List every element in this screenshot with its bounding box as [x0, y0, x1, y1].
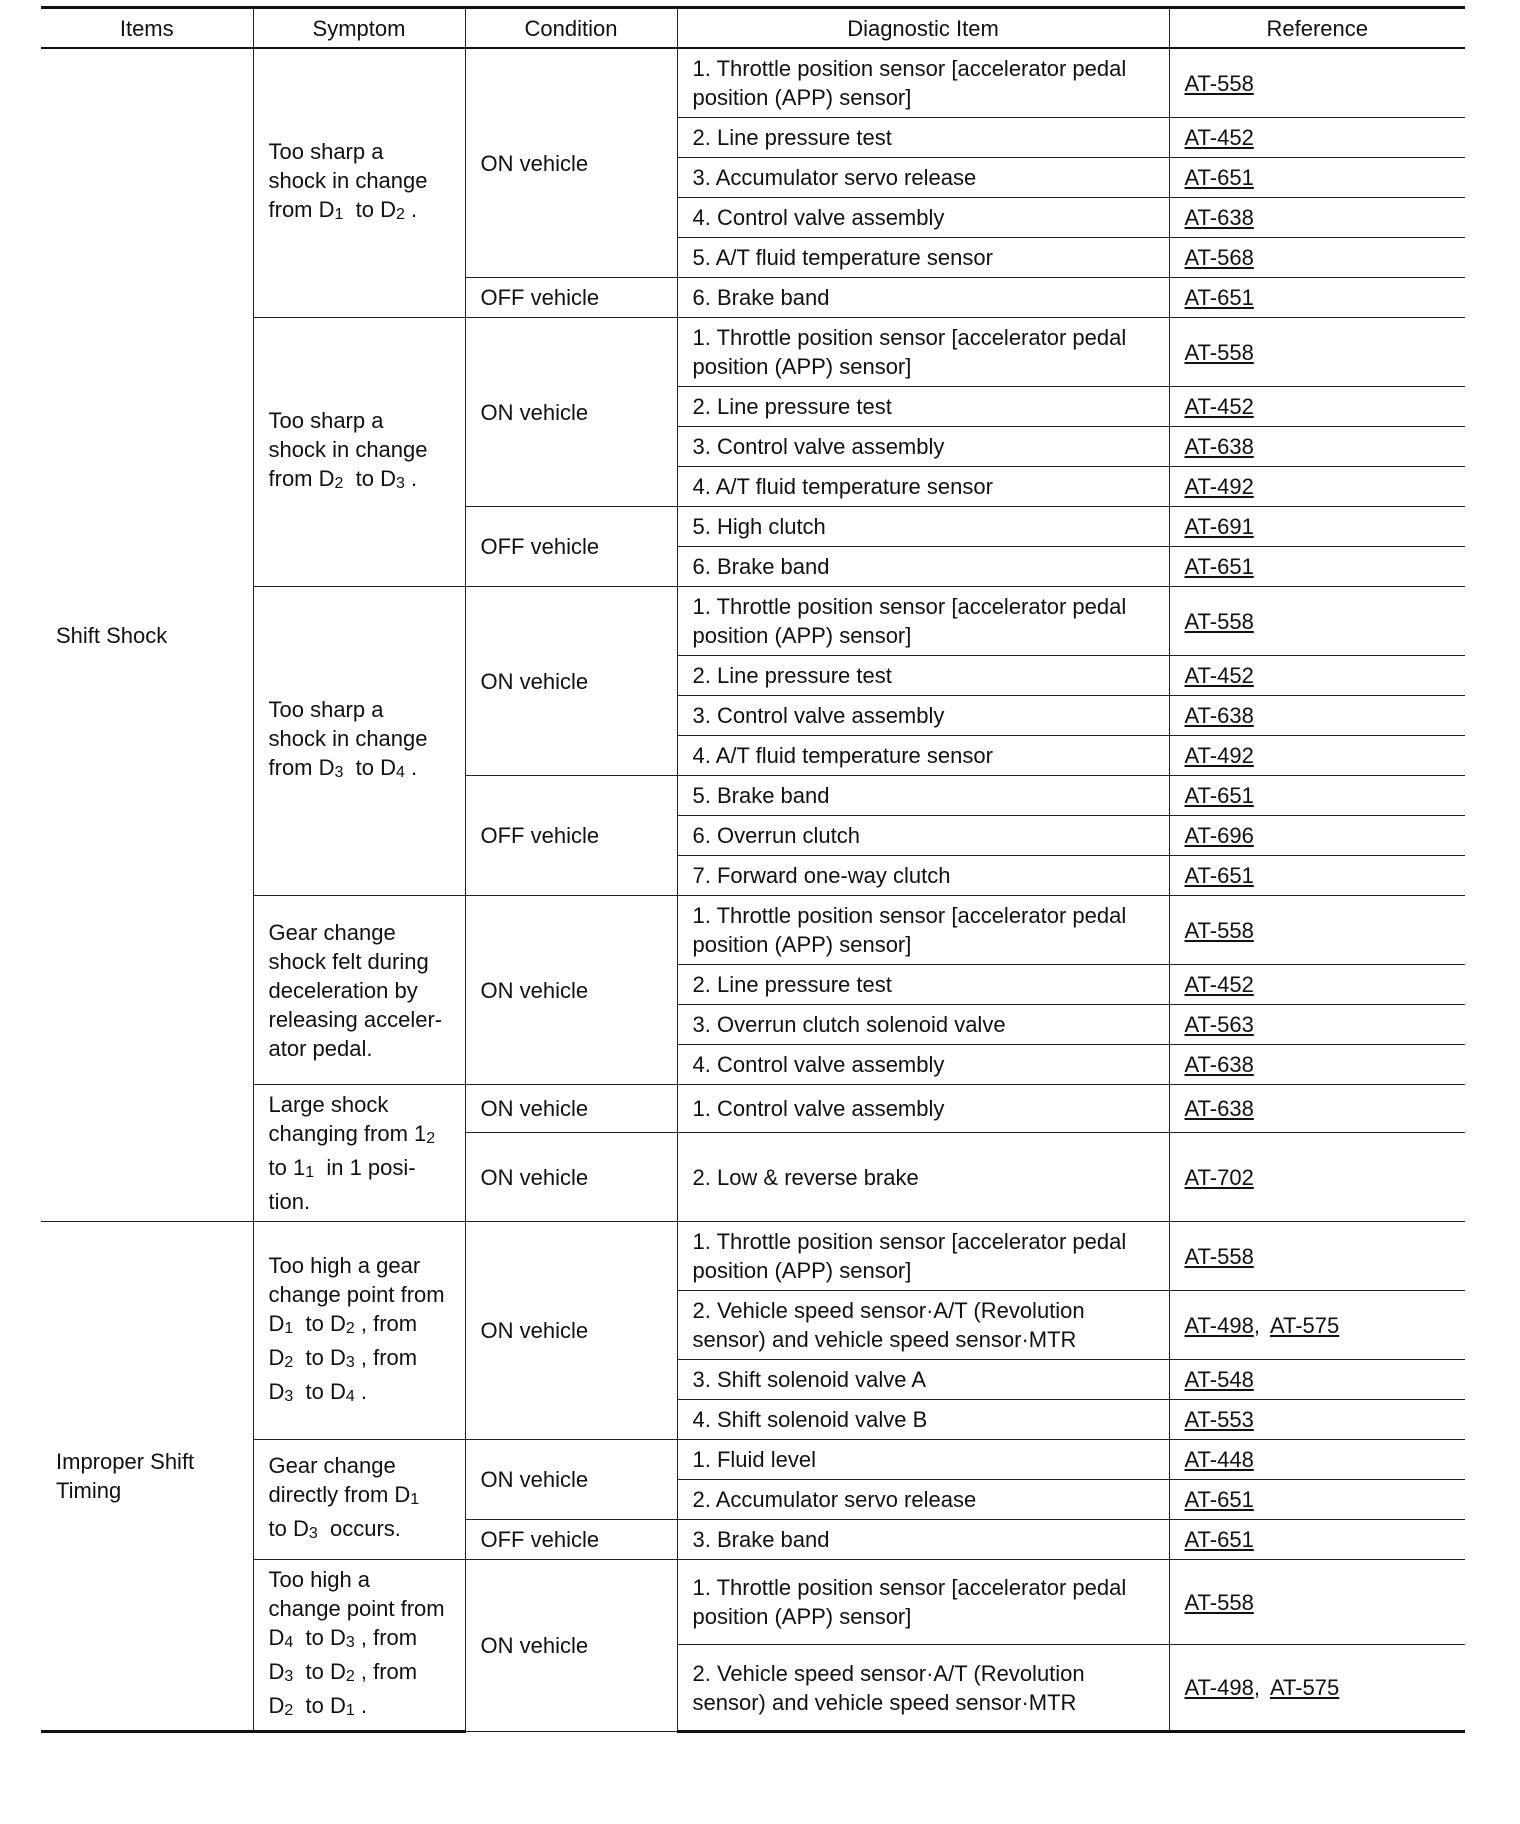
reference-link[interactable]: AT-558 [1184, 1589, 1254, 1615]
gear-subscript: 2 [284, 1353, 294, 1371]
condition-cell: ON vehicle [465, 1222, 677, 1440]
reference-link[interactable]: AT-651 [1184, 554, 1254, 579]
item-improper-shift-timing: Improper Shift Timing [41, 1222, 253, 1732]
reference-cell [1169, 427, 1465, 467]
reference-separator: , [1253, 1312, 1260, 1338]
symptom-cell [253, 1222, 465, 1440]
reference-link[interactable]: AT-638 [1184, 205, 1254, 230]
reference-cell [1169, 467, 1465, 507]
reference-link[interactable]: AT-691 [1184, 514, 1254, 539]
reference-cell [1169, 896, 1465, 965]
diagnostic-item-cell: 4. Control valve assembly [677, 1045, 1169, 1085]
diagnostic-item-cell: 4. A/T fluid temperature sensor [677, 467, 1169, 507]
symptom-cell [253, 1560, 465, 1732]
reference-cell [1169, 1645, 1465, 1732]
gear-subscript: 1 [410, 1491, 420, 1508]
symptom-text: Too sharp a [268, 139, 384, 164]
reference-link[interactable]: AT-452 [1184, 972, 1254, 997]
item-shift-shock: Shift Shock [41, 48, 253, 1222]
diagnostic-item-cell: 4. Shift solenoid valve B [677, 1400, 1169, 1440]
table-row [41, 1440, 1465, 1480]
reference-cell [1169, 158, 1465, 198]
symptom-text: to D [293, 1378, 346, 1404]
reference-link[interactable]: AT-651 [1184, 1527, 1254, 1552]
reference-link[interactable]: AT-651 [1184, 285, 1254, 310]
gear-subscript: 3 [395, 475, 405, 492]
symptom-cell [253, 48, 465, 318]
reference-cell [1169, 547, 1465, 587]
diagnostic-item-cell: 1. Fluid level [677, 1440, 1169, 1480]
reference-cell [1169, 856, 1465, 896]
diagnostic-item-cell: 3. Control valve assembly [677, 696, 1169, 736]
symptom-text: to D [293, 1659, 346, 1684]
diagnostic-item-cell: 2. Line pressure test [677, 387, 1169, 427]
symptom-text: D [268, 1659, 285, 1684]
symptom-text: to D [268, 1516, 309, 1541]
symptom-text: to D [293, 1625, 346, 1650]
gear-subscript: 2 [345, 1668, 355, 1685]
reference-link[interactable]: AT-638 [1184, 1096, 1254, 1122]
reference-cell [1169, 736, 1465, 776]
header-reference: Reference [1169, 8, 1465, 49]
condition-cell: OFF vehicle [465, 1520, 677, 1560]
header-symptom: Symptom [253, 8, 465, 49]
header-items: Items [41, 8, 253, 49]
diagnostic-item-cell: 2. Line pressure test [677, 118, 1169, 158]
reference-cell [1169, 507, 1465, 547]
symptom-cell [253, 1440, 465, 1560]
diagnostic-item-cell: 2. Vehicle speed sensor·A/T (Revolution sensor) and vehicle speed sensor·MTR [677, 1645, 1169, 1732]
symptom-text: occurs. [317, 1516, 401, 1541]
symptom-text: , from [354, 1310, 418, 1336]
reference-cell [1169, 198, 1465, 238]
table-body [41, 48, 1465, 1732]
symptom-text: shock in change [268, 437, 428, 462]
reference-cell [1169, 278, 1465, 318]
symptom-text: from D [268, 197, 335, 222]
diagnostic-item-cell: 2. Vehicle speed sensor·A/T (Revolution sensor) and vehicle speed sensor·MTR [677, 1291, 1169, 1360]
reference-link[interactable]: AT-452 [1184, 663, 1254, 688]
symptom-text: change point from [268, 1281, 445, 1307]
gear-subscript: 2 [395, 206, 405, 223]
reference-cell [1169, 696, 1465, 736]
diagnostic-item-cell: 7. Forward one-way clutch [677, 856, 1169, 896]
reference-link[interactable]: AT-563 [1184, 1012, 1254, 1037]
diagnostic-item-cell: 6. Brake band [677, 278, 1169, 318]
diagnostic-item-cell: 2. Low & reverse brake [677, 1133, 1169, 1222]
diagnostic-item-cell: 5. A/T fluid temperature sensor [677, 238, 1169, 278]
gear-subscript: 1 [334, 206, 344, 223]
table-row [41, 587, 1465, 656]
diagnostic-item-cell: 1. Throttle position sensor [accelerator pedal position (APP) sensor] [677, 1560, 1169, 1645]
symptom-text: shock in change [268, 168, 428, 193]
table-row [41, 1222, 1465, 1291]
symptom-text: to D [343, 466, 396, 491]
symptom-text: tion. [268, 1189, 311, 1214]
diagnostic-item-cell: 4. Control valve assembly [677, 198, 1169, 238]
reference-cell [1169, 238, 1465, 278]
reference-cell [1169, 965, 1465, 1005]
reference-link[interactable]: AT-638 [1184, 1052, 1254, 1077]
gear-subscript: 3 [308, 1525, 318, 1542]
symptom-text: in 1 posi- [314, 1155, 416, 1180]
table-header-row [41, 8, 1465, 49]
diagnostic-item-cell: 1. Throttle position sensor [accelerator pedal position (APP) sensor] [677, 48, 1169, 118]
reference-cell [1169, 1222, 1465, 1291]
reference-link[interactable]: AT-498 [1184, 1675, 1254, 1701]
reference-link[interactable]: AT-558 [1184, 1243, 1254, 1269]
condition-cell: OFF vehicle [465, 278, 677, 318]
reference-cell [1169, 1400, 1465, 1440]
condition-cell: ON vehicle [465, 1440, 677, 1520]
reference-cell [1169, 1045, 1465, 1085]
condition-cell: ON vehicle [465, 896, 677, 1085]
reference-link[interactable]: AT-498 [1184, 1312, 1254, 1338]
symptom-text: . [404, 197, 418, 222]
reference-cell [1169, 1520, 1465, 1560]
condition-cell: ON vehicle [465, 1560, 677, 1732]
reference-link[interactable]: AT-696 [1184, 823, 1254, 848]
condition-cell: ON vehicle [465, 318, 677, 507]
symptom-text: D [268, 1344, 285, 1370]
reference-separator: , [1253, 1675, 1260, 1701]
diagnostic-item-cell: 1. Control valve assembly [677, 1085, 1169, 1133]
gear-subscript: 1 [284, 1319, 294, 1337]
diagnostic-item-cell: 1. Throttle position sensor [accelerator pedal position (APP) sensor] [677, 1222, 1169, 1291]
condition-cell: ON vehicle [465, 48, 677, 278]
gear-subscript: 3 [334, 764, 344, 781]
symptom-text: from D [268, 755, 335, 780]
symptom-text: changing from 1 [268, 1121, 427, 1146]
diagnostic-item-cell: 3. Shift solenoid valve A [677, 1360, 1169, 1400]
reference-cell [1169, 318, 1465, 387]
reference-link[interactable]: AT-575 [1269, 1675, 1340, 1701]
diagnostic-item-cell: 6. Overrun clutch [677, 816, 1169, 856]
diagnostic-item-cell: 5. High clutch [677, 507, 1169, 547]
reference-link[interactable]: AT-452 [1184, 125, 1254, 150]
reference-cell [1169, 656, 1465, 696]
symptom-cell: Gear change shock felt during deceleration by releasing acceler- ator pedal. [253, 896, 465, 1085]
symptom-text: Too sharp a [268, 697, 384, 722]
gear-subscript: 3 [284, 1387, 294, 1405]
symptom-text: , from [354, 1625, 418, 1650]
reference-link[interactable]: AT-651 [1184, 863, 1254, 888]
reference-cell [1169, 1360, 1465, 1400]
header-diagnostic-item: Diagnostic Item [677, 8, 1169, 49]
header-condition: Condition [465, 8, 677, 49]
symptom-text: D [268, 1625, 285, 1650]
diagnostic-item-cell: 5. Brake band [677, 776, 1169, 816]
gear-subscript: 2 [334, 475, 344, 492]
condition-cell: OFF vehicle [465, 776, 677, 896]
reference-link[interactable]: AT-558 [1184, 608, 1254, 634]
symptom-text: directly from D [268, 1482, 411, 1507]
symptom-text: Gear change [268, 1453, 396, 1478]
table-row [41, 318, 1465, 387]
gear-subscript: 3 [345, 1634, 355, 1651]
diagnostic-item-cell: 1. Throttle position sensor [accelerator pedal position (APP) sensor] [677, 318, 1169, 387]
diagnostic-item-cell: 3. Brake band [677, 1520, 1169, 1560]
diagnostic-table [41, 6, 1465, 1733]
symptom-text: D [268, 1310, 285, 1336]
symptom-text: Large shock [268, 1092, 389, 1117]
reference-link[interactable]: AT-558 [1184, 917, 1254, 943]
symptom-text: . [404, 755, 418, 780]
reference-cell [1169, 1560, 1465, 1645]
reference-cell [1169, 1005, 1465, 1045]
reference-link[interactable]: AT-651 [1184, 1487, 1254, 1512]
reference-link[interactable]: AT-492 [1184, 743, 1254, 768]
symptom-text: Too high a [268, 1567, 371, 1592]
symptom-cell [253, 318, 465, 587]
gear-subscript: 2 [426, 1130, 436, 1147]
symptom-text: . [404, 466, 418, 491]
reference-link[interactable]: AT-638 [1184, 434, 1254, 459]
table-row [41, 48, 1465, 118]
gear-subscript: 1 [305, 1164, 315, 1181]
symptom-text: , from [354, 1344, 418, 1370]
symptom-text: from D [268, 466, 335, 491]
condition-cell: ON vehicle [465, 1133, 677, 1222]
symptom-text: to D [343, 755, 396, 780]
reference-link[interactable]: AT-558 [1184, 339, 1254, 365]
diagnostic-item-cell: 3. Accumulator servo release [677, 158, 1169, 198]
reference-link[interactable]: AT-553 [1184, 1407, 1254, 1432]
diagnostic-item-cell: 1. Throttle position sensor [accelerator pedal position (APP) sensor] [677, 896, 1169, 965]
reference-cell [1169, 1480, 1465, 1520]
reference-link[interactable]: AT-548 [1184, 1367, 1254, 1392]
reference-cell [1169, 48, 1465, 118]
diagnostic-item-cell: 3. Control valve assembly [677, 427, 1169, 467]
reference-link[interactable]: AT-651 [1184, 783, 1254, 808]
symptom-cell [253, 1085, 465, 1222]
symptom-text: to 1 [268, 1155, 306, 1180]
symptom-text: shock in change [268, 726, 428, 751]
symptom-text: . [354, 1693, 368, 1718]
symptom-text: D [268, 1378, 285, 1404]
condition-cell: ON vehicle [465, 1085, 677, 1133]
reference-cell [1169, 1133, 1465, 1222]
symptom-text: Too high a gear [268, 1252, 421, 1278]
reference-link[interactable]: AT-702 [1184, 1164, 1254, 1190]
gear-subscript: 1 [345, 1702, 355, 1719]
reference-link[interactable]: AT-448 [1184, 1447, 1254, 1472]
symptom-text: change point from [268, 1596, 445, 1621]
table-row [41, 1085, 1465, 1133]
diagnostic-item-cell: 2. Accumulator servo release [677, 1480, 1169, 1520]
gear-subscript: 4 [395, 764, 405, 781]
gear-subscript: 2 [345, 1319, 355, 1337]
diagnostic-item-cell: 1. Throttle position sensor [accelerator pedal position (APP) sensor] [677, 587, 1169, 656]
gear-subscript: 3 [284, 1668, 294, 1685]
symptom-cell [253, 587, 465, 896]
reference-cell [1169, 387, 1465, 427]
gear-subscript: 4 [284, 1634, 294, 1651]
gear-subscript: 2 [284, 1702, 294, 1719]
reference-link[interactable]: AT-651 [1184, 165, 1254, 190]
reference-cell [1169, 1440, 1465, 1480]
symptom-text: Too sharp a [268, 408, 384, 433]
reference-link[interactable]: AT-492 [1184, 474, 1254, 499]
symptom-text: to D [293, 1310, 346, 1336]
symptom-text: , from [354, 1659, 418, 1684]
symptom-text: to D [293, 1693, 346, 1718]
reference-cell [1169, 118, 1465, 158]
diagnostic-item-cell: 3. Overrun clutch solenoid valve [677, 1005, 1169, 1045]
reference-cell [1169, 1085, 1465, 1133]
reference-link[interactable]: AT-558 [1184, 70, 1254, 96]
gear-subscript: 3 [345, 1353, 355, 1371]
diagnostic-item-cell: 6. Brake band [677, 547, 1169, 587]
reference-link[interactable]: AT-575 [1269, 1312, 1340, 1338]
table-row [41, 896, 1465, 965]
reference-cell [1169, 776, 1465, 816]
reference-link[interactable]: AT-452 [1184, 394, 1254, 419]
table-row [41, 1560, 1465, 1645]
reference-link[interactable]: AT-638 [1184, 703, 1254, 728]
symptom-text: . [354, 1378, 368, 1404]
gear-subscript: 4 [345, 1387, 355, 1405]
symptom-text: to D [293, 1344, 346, 1370]
condition-cell: ON vehicle [465, 587, 677, 776]
diagnostic-item-cell: 4. A/T fluid temperature sensor [677, 736, 1169, 776]
reference-link[interactable]: AT-568 [1184, 245, 1254, 270]
reference-cell [1169, 816, 1465, 856]
reference-cell [1169, 587, 1465, 656]
diagnostic-item-cell: 2. Line pressure test [677, 656, 1169, 696]
diagnostic-item-cell: 2. Line pressure test [677, 965, 1169, 1005]
symptom-text: D [268, 1693, 285, 1718]
condition-cell: OFF vehicle [465, 507, 677, 587]
reference-cell [1169, 1291, 1465, 1360]
symptom-text: to D [343, 197, 396, 222]
